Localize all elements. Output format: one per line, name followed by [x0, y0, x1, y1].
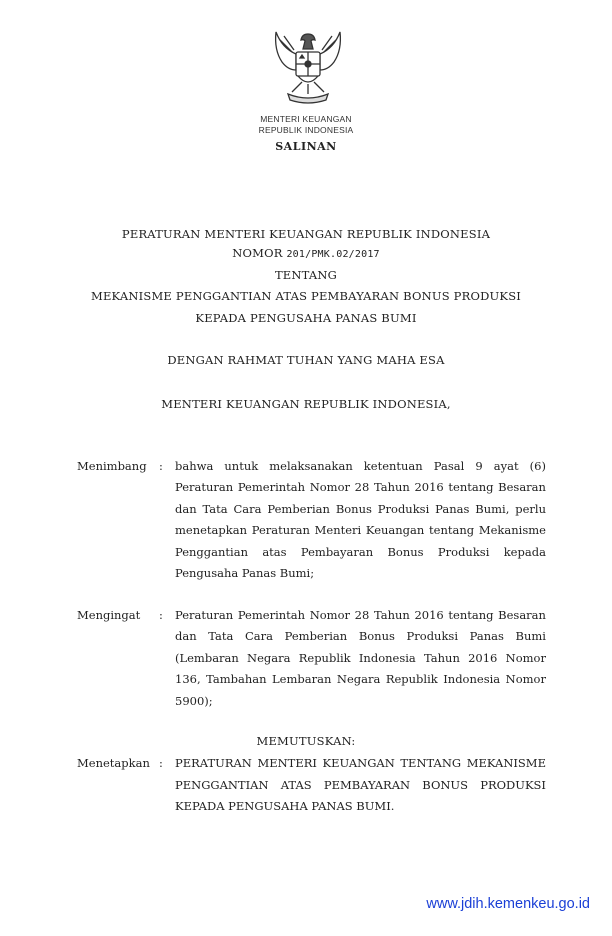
garuda-emblem-icon	[266, 26, 350, 110]
word: Negara	[336, 672, 381, 686]
word: dan	[175, 502, 197, 516]
word: Pemberian	[284, 629, 348, 643]
word: MEKANISME	[466, 756, 546, 770]
nomor-value: 201/PMK.02/2017	[286, 249, 380, 260]
mengingat-line	[175, 651, 546, 665]
word: Pemerintah	[237, 480, 306, 494]
word: Pasal	[433, 459, 465, 473]
mengingat-line	[175, 629, 546, 643]
issuer-line1: MENTERI KEUANGAN	[260, 114, 352, 124]
menimbang-colon: :	[159, 459, 163, 473]
word: Panas	[435, 502, 470, 516]
word: Bonus	[387, 545, 424, 559]
nomor-label: NOMOR	[232, 246, 283, 260]
word: (6)	[529, 459, 546, 473]
word: Nomor	[505, 672, 546, 686]
word: TENTANG	[400, 756, 462, 770]
tentang-heading: TENTANG	[274, 268, 338, 282]
invocation: DENGAN RAHMAT TUHAN YANG MAHA ESA	[167, 353, 445, 367]
mengingat-line	[175, 608, 546, 622]
authority: MENTERI KEUANGAN REPUBLIK INDONESIA,	[161, 397, 451, 411]
word: Bumi,	[475, 502, 510, 516]
word: Tahun	[424, 651, 460, 665]
word: ketentuan	[363, 459, 423, 473]
word: 136,	[175, 672, 201, 686]
menimbang-line	[175, 459, 546, 473]
word: Republik	[298, 651, 351, 665]
word: Peraturan	[175, 480, 234, 494]
word: Peraturan	[251, 523, 310, 537]
word: Tahun	[373, 480, 410, 494]
word: Besaran	[498, 608, 546, 622]
word: Penggantian	[175, 545, 248, 559]
word: ATAS	[280, 778, 312, 792]
word: 2016	[414, 608, 444, 622]
word: Mekanisme	[478, 523, 546, 537]
issuer-line2: REPUBLIK INDONESIA	[258, 125, 354, 135]
menetapkan-line	[175, 778, 546, 792]
word: Panas	[469, 629, 504, 643]
word: 28	[354, 480, 370, 494]
menimbang-line: Pengusaha Panas Bumi;	[175, 566, 315, 580]
regulation-number	[0, 246, 612, 260]
salinan-stamp: SALINAN	[275, 140, 337, 153]
word: PEMBAYARAN	[323, 778, 411, 792]
word: tentang	[448, 480, 494, 494]
menetapkan-line	[175, 756, 546, 770]
menimbang-line	[175, 480, 546, 494]
menimbang-line	[175, 523, 546, 537]
menetapkan-colon: :	[159, 756, 163, 770]
word: atas	[262, 545, 287, 559]
word: PERATURAN	[175, 756, 252, 770]
word: MENTERI	[257, 756, 317, 770]
word: Negara	[247, 651, 291, 665]
word: Nomor	[505, 651, 546, 665]
word: Menteri	[314, 523, 362, 537]
word: dan	[175, 629, 197, 643]
word: Produksi	[406, 629, 459, 643]
word: Pembayaran	[300, 545, 374, 559]
mengingat-line: 5900);	[175, 694, 213, 708]
word: untuk	[224, 459, 259, 473]
word: tentang	[429, 523, 475, 537]
subject-line2: KEPADA PENGUSAHA PANAS BUMI	[195, 311, 417, 325]
word: Cara	[233, 502, 262, 516]
word: PRODUKSI	[480, 778, 546, 792]
word: Bonus	[335, 502, 372, 516]
word: Indonesia	[443, 672, 501, 686]
word: bahwa	[175, 459, 214, 473]
word: Nomor	[309, 480, 350, 494]
word: PENGGANTIAN	[175, 778, 269, 792]
word: Republik	[385, 672, 438, 686]
word: Keuangan	[365, 523, 425, 537]
word: perlu	[515, 502, 546, 516]
word: KEUANGAN	[322, 756, 395, 770]
menimbang-line	[175, 502, 546, 516]
word: Pemberian	[267, 502, 330, 516]
word: melaksanakan	[269, 459, 353, 473]
regulation-title: PERATURAN MENTERI KEUANGAN REPUBLIK INDONESIA	[121, 227, 491, 241]
word: Indonesia	[358, 651, 416, 665]
menetapkan-label: Menetapkan	[77, 756, 150, 770]
menimbang-line	[175, 545, 546, 559]
word: Cara	[245, 629, 274, 643]
word: Pemerintah	[237, 608, 306, 622]
mengingat-colon: :	[159, 608, 163, 622]
menetapkan-line: KEPADA PENGUSAHA PANAS BUMI.	[175, 799, 395, 813]
word: tentang	[448, 608, 494, 622]
word: BONUS	[422, 778, 469, 792]
word: 9	[475, 459, 483, 473]
mengingat-label: Mengingat	[77, 608, 141, 622]
word: Lembaran	[272, 672, 332, 686]
word: menetapkan	[175, 523, 247, 537]
word: Tata	[208, 629, 234, 643]
word: ayat	[493, 459, 519, 473]
word: Tata	[202, 502, 228, 516]
word: 2016	[468, 651, 498, 665]
subject-line1: MEKANISME PENGGANTIAN ATAS PEMBAYARAN BONUS PRODUKSI	[90, 289, 522, 303]
word: Besaran	[498, 480, 546, 494]
word: Nomor	[309, 608, 350, 622]
word: Produksi	[377, 502, 430, 516]
word: Produksi	[437, 545, 490, 559]
memutuskan-heading: MEMUTUSKAN:	[256, 734, 356, 748]
word: kepada	[503, 545, 546, 559]
jdih-website-link[interactable]: www.jdih.kemenkeu.go.id	[426, 896, 590, 912]
mengingat-line	[175, 672, 546, 686]
word: 2016	[414, 480, 444, 494]
word: Bonus	[358, 629, 395, 643]
menimbang-label: Menimbang	[77, 459, 147, 473]
word: (Lembaran	[175, 651, 239, 665]
word: Peraturan	[175, 608, 234, 622]
word: Bumi	[515, 629, 546, 643]
word: 28	[354, 608, 370, 622]
word: Tahun	[373, 608, 410, 622]
word: Tambahan	[206, 672, 267, 686]
